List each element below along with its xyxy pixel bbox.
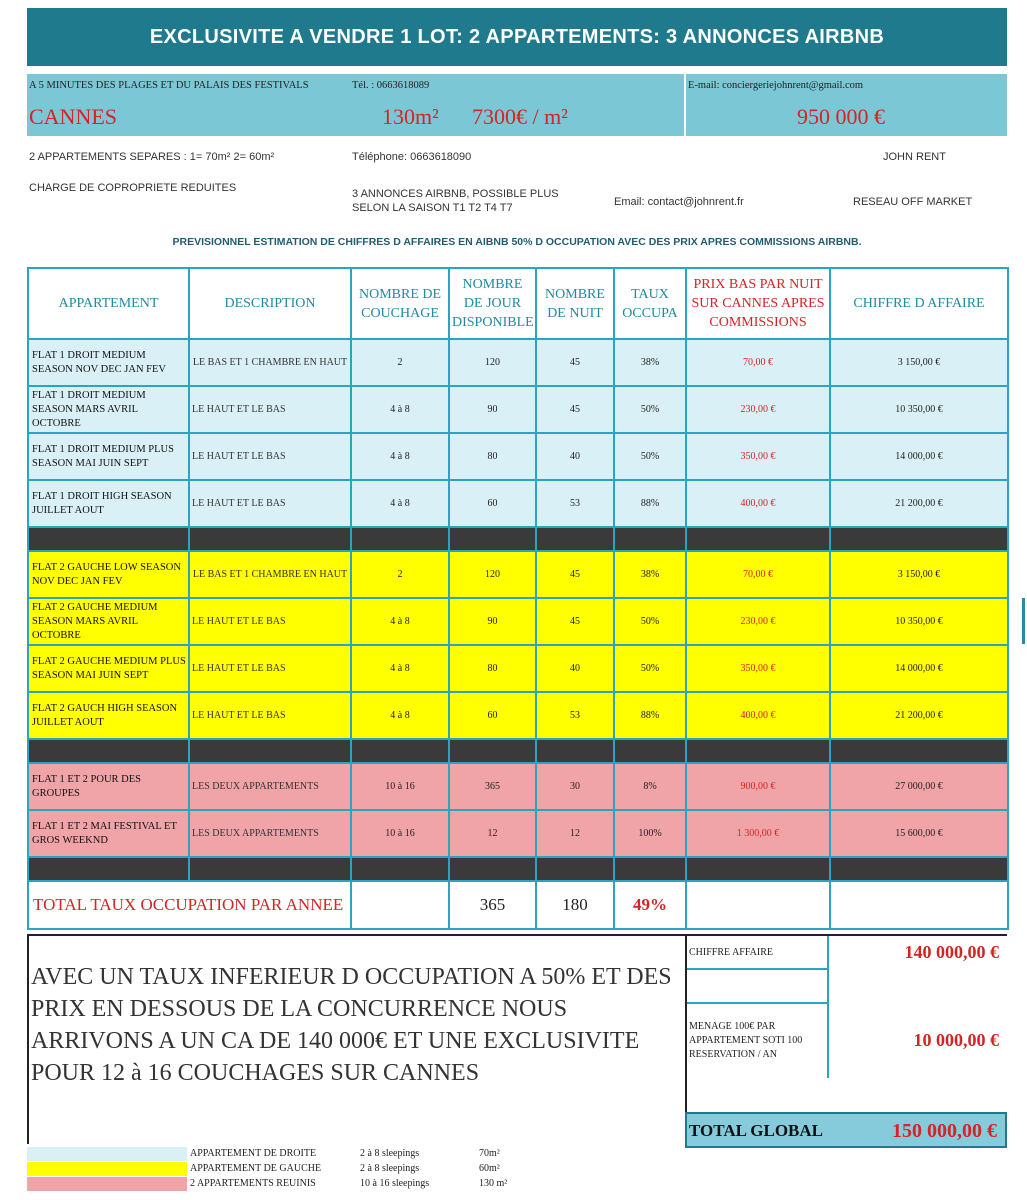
row-prix: 1 300,00 €: [686, 810, 830, 857]
row-nuits: 45: [536, 386, 614, 433]
table-row: [28, 810, 1008, 857]
row-name: FLAT 1 DROIT HIGH SEASON JUILLET AOUT: [28, 480, 189, 527]
row-nuits: 40: [536, 645, 614, 692]
table-row: [28, 763, 1008, 810]
row-taux: 50%: [614, 433, 686, 480]
row-couchage: 10 à 16: [351, 763, 449, 810]
row-name: FLAT 2 GAUCH HIGH SEASON JUILLET AOUT: [28, 692, 189, 739]
row-prix: 230,00 €: [686, 386, 830, 433]
location-note: A 5 MINUTES DES PLAGES ET DU PALAIS DES FESTIVALS: [29, 80, 309, 91]
header-tel: Tél. : 0663618089: [352, 80, 430, 91]
row-jours: 80: [449, 645, 536, 692]
total-label: TOTAL TAUX OCCUPATION PAR ANNEE: [28, 881, 351, 929]
row-jours: 120: [449, 339, 536, 386]
legend-label: APPARTEMENT DE DROITE: [190, 1148, 317, 1159]
table-row: [28, 692, 1008, 739]
table-header-row: [28, 268, 1008, 339]
legend-item-droite: [27, 1147, 627, 1161]
table-row: [28, 386, 1008, 433]
row-name: FLAT 2 GAUCHE MEDIUM PLUS SEASON MAI JUIN SEPT: [28, 645, 189, 692]
row-ca: 3 150,00 €: [830, 551, 1008, 598]
row-ca: 15 600,00 €: [830, 810, 1008, 857]
summary-box: [27, 934, 685, 1144]
row-couchage: 4 à 8: [351, 480, 449, 527]
row-nuits: 53: [536, 692, 614, 739]
separator-row: [28, 739, 1008, 763]
row-taux: 50%: [614, 386, 686, 433]
row-description: LE HAUT ET LE BAS: [189, 433, 351, 480]
total-empty: [351, 881, 449, 929]
row-description: LES DEUX APPARTEMENTS: [189, 810, 351, 857]
scrollbar-thumb[interactable]: [1022, 598, 1025, 644]
row-ca: 3 150,00 €: [830, 339, 1008, 386]
total-global-value: 150 000,00 €: [892, 1120, 997, 1142]
row-taux: 100%: [614, 810, 686, 857]
table-row: [28, 339, 1008, 386]
legend-swatch-yellow: [27, 1162, 187, 1176]
row-couchage: 4 à 8: [351, 433, 449, 480]
row-jours: 90: [449, 386, 536, 433]
table-row: [28, 480, 1008, 527]
telephone: Téléphone: 0663618090: [352, 151, 472, 163]
info-bar-divider: [684, 74, 686, 136]
row-ca: 14 000,00 €: [830, 433, 1008, 480]
total-nuits: 180: [536, 881, 614, 929]
city-name: CANNES: [29, 104, 118, 129]
contact-email: Email: contact@johnrent.fr: [614, 196, 744, 208]
row-description: LE HAUT ET LE BAS: [189, 598, 351, 645]
menage-label: MENAGE 100€ PAR APPARTEMENT SOTI 100 RESERVATION / AN: [689, 1021, 803, 1060]
row-taux: 50%: [614, 645, 686, 692]
row-taux: 88%: [614, 692, 686, 739]
row-name: FLAT 1 ET 2 POUR DES GROUPES: [28, 763, 189, 810]
row-nuits: 45: [536, 598, 614, 645]
legend-item-gauche: [27, 1162, 627, 1176]
legend-sleepings: 2 à 8 sleepings: [360, 1148, 420, 1159]
row-prix: 70,00 €: [686, 339, 830, 386]
legend-size: 130 m²: [479, 1178, 508, 1189]
row-couchage: 2: [351, 551, 449, 598]
separator-row: [28, 857, 1008, 881]
row-prix: 350,00 €: [686, 645, 830, 692]
row-nuits: 12: [536, 810, 614, 857]
col-header-jours: NOMBRE DE JOUR DISPONIBLE: [449, 268, 536, 339]
row-name: FLAT 1 DROIT MEDIUM PLUS SEASON MAI JUIN SEPT: [28, 433, 189, 480]
company-name: JOHN RENT: [883, 151, 946, 163]
legend-size: 70m²: [479, 1148, 500, 1159]
row-couchage: 4 à 8: [351, 598, 449, 645]
row-description: LES DEUX APPARTEMENTS: [189, 763, 351, 810]
total-empty: [830, 881, 1008, 929]
legend-swatch-pink: [27, 1177, 187, 1191]
ca-label: CHIFFRE AFFAIRE: [689, 947, 774, 958]
col-header-description: DESCRIPTION: [189, 268, 351, 339]
header-email: E-mail: conciergeriejohnrent@gmail.com: [688, 80, 864, 91]
legend-label: APPARTEMENT DE GAUCHE: [190, 1163, 322, 1174]
legend-sleepings: 10 à 16 sleepings: [360, 1178, 430, 1189]
listings-line-2: SELON LA SAISON T1 T2 T4 T7: [352, 202, 513, 214]
table-row: [28, 645, 1008, 692]
ca-value: 140 000,00 €: [904, 942, 999, 962]
legend-item-reunis: [27, 1177, 627, 1191]
col-header-prix: PRIX BAS PAR NUIT SUR CANNES APRES COMMISSIONS: [686, 268, 830, 339]
row-jours: 120: [449, 551, 536, 598]
row-name: FLAT 1 DROIT MEDIUM SEASON NOV DEC JAN FEV: [28, 339, 189, 386]
row-description: LE BAS ET 1 CHAMBRE EN HAUT: [189, 339, 351, 386]
table-row: [28, 551, 1008, 598]
row-prix: 400,00 €: [686, 692, 830, 739]
row-nuits: 45: [536, 339, 614, 386]
col-header-nuits: NOMBRE DE NUIT: [536, 268, 614, 339]
row-taux: 88%: [614, 480, 686, 527]
row-prix: 230,00 €: [686, 598, 830, 645]
row-description: LE HAUT ET LE BAS: [189, 645, 351, 692]
row-jours: 365: [449, 763, 536, 810]
legend-sleepings: 2 à 8 sleepings: [360, 1163, 420, 1174]
row-jours: 60: [449, 692, 536, 739]
row-description: LE HAUT ET LE BAS: [189, 480, 351, 527]
row-description: LE HAUT ET LE BAS: [189, 692, 351, 739]
price-per-m2: 7300€ / m²: [472, 104, 568, 129]
row-jours: 12: [449, 810, 536, 857]
legend-label: 2 APPARTEMENTS REUINIS: [190, 1178, 316, 1189]
row-ca: 14 000,00 €: [830, 645, 1008, 692]
row-jours: 60: [449, 480, 536, 527]
total-row: [28, 881, 1008, 929]
row-nuits: 40: [536, 433, 614, 480]
legend-size: 60m²: [479, 1163, 500, 1174]
row-ca: 21 200,00 €: [830, 692, 1008, 739]
row-prix: 70,00 €: [686, 551, 830, 598]
table-row: [28, 598, 1008, 645]
col-header-taux: TAUX OCCUPA: [614, 268, 686, 339]
total-global: [685, 1112, 1007, 1148]
row-taux: 8%: [614, 763, 686, 810]
legend-swatch-blue: [27, 1147, 187, 1161]
table-row: [28, 433, 1008, 480]
row-nuits: 45: [536, 551, 614, 598]
col-header-appartement: APPARTEMENT: [28, 268, 189, 339]
total-jours: 365: [449, 881, 536, 929]
row-jours: 90: [449, 598, 536, 645]
row-prix: 400,00 €: [686, 480, 830, 527]
row-couchage: 4 à 8: [351, 645, 449, 692]
row-taux: 38%: [614, 339, 686, 386]
row-jours: 80: [449, 433, 536, 480]
row-name: FLAT 2 GAUCHE LOW SEASON NOV DEC JAN FEV: [28, 551, 189, 598]
row-name: FLAT 2 GAUCHE MEDIUM SEASON MARS AVRIL OCTOBRE: [28, 598, 189, 645]
row-ca: 27 000,00 €: [830, 763, 1008, 810]
col-header-couchage: NOMBRE DE COUCHAGE: [351, 268, 449, 339]
row-couchage: 4 à 8: [351, 692, 449, 739]
apartments-info: 2 APPARTEMENTS SEPARES : 1= 70m² 2= 60m²: [29, 151, 275, 163]
row-prix: 900,00 €: [686, 763, 830, 810]
row-prix: 350,00 €: [686, 433, 830, 480]
row-ca: 21 200,00 €: [830, 480, 1008, 527]
surface: 130m²: [382, 104, 439, 129]
total-price: 950 000 €: [797, 104, 885, 129]
summary-text: AVEC UN TAUX INFERIEUR D OCCUPATION A 50% ET DES PRIX EN DESSOUS DE LA CONCURRENCE NOUS ARRIVONS A UN CA DE 140 000€ ET UNE EXCLUSIVITE POUR 12 à 16 COUCHAGES SUR CANNES: [31, 964, 672, 1086]
row-couchage: 4 à 8: [351, 386, 449, 433]
row-description: LE HAUT ET LE BAS: [189, 386, 351, 433]
separator-row: [28, 527, 1008, 551]
menage-value: 10 000,00 €: [913, 1030, 999, 1050]
charges-info: CHARGE DE COPROPRIETE REDUITES: [29, 182, 237, 194]
row-nuits: 53: [536, 480, 614, 527]
table-subtitle: PREVISIONNEL ESTIMATION DE CHIFFRES D AFFAIRES EN AIBNB 50% D OCCUPATION AVEC DES PRIX APRES COMMISSIONS AIRBNB.: [172, 236, 862, 248]
total-global-label: TOTAL GLOBAL: [689, 1121, 823, 1140]
row-couchage: 2: [351, 339, 449, 386]
row-taux: 38%: [614, 551, 686, 598]
listings-line-1: 3 ANNONCES AIRBNB, POSSIBLE PLUS: [352, 188, 559, 200]
row-taux: 50%: [614, 598, 686, 645]
network: RESEAU OFF MARKET: [853, 196, 973, 208]
total-empty: [686, 881, 830, 929]
menage-spacer: [687, 970, 829, 1004]
row-couchage: 10 à 16: [351, 810, 449, 857]
row-nuits: 30: [536, 763, 614, 810]
total-taux: 49%: [614, 881, 686, 929]
row-ca: 10 350,00 €: [830, 598, 1008, 645]
col-header-ca: CHIFFRE D AFFAIRE: [830, 268, 1008, 339]
row-name: FLAT 1 DROIT MEDIUM SEASON MARS AVRIL OCTOBRE: [28, 386, 189, 433]
revenue-table: [27, 267, 1009, 930]
row-description: LE BAS ET 1 CHAMBRE EN HAUT: [189, 551, 351, 598]
row-name: FLAT 1 ET 2 MAI FESTIVAL ET GROS WEEKND: [28, 810, 189, 857]
row-ca: 10 350,00 €: [830, 386, 1008, 433]
page-title: EXCLUSIVITE A VENDRE 1 LOT: 2 APPARTEMENTS: 3 ANNONCES AIRBNB: [27, 8, 1007, 66]
